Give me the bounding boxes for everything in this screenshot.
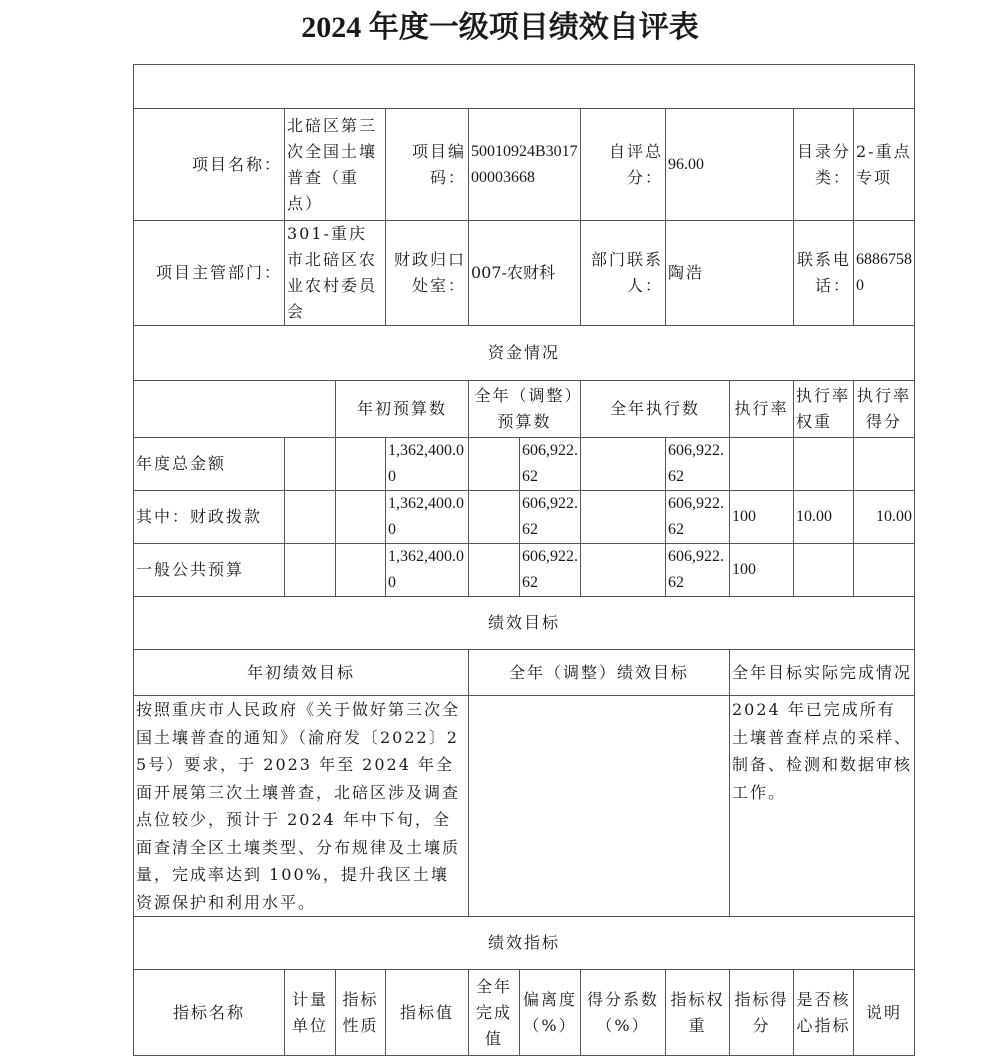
indicator-value-header: 指标值 xyxy=(386,970,469,1056)
indicator-weight-header: 指标权重 xyxy=(666,970,730,1056)
exec-rate-value: 100 xyxy=(730,491,794,544)
initial-budget-value: 1,362,400.00 xyxy=(386,544,469,597)
initial-budget-value: 1,362,400.00 xyxy=(386,438,469,491)
finance-office-label: 财政归口处室： xyxy=(386,221,469,326)
funds-row-label: 一般公共预算 xyxy=(134,544,285,597)
dept-label: 项目主管部门： xyxy=(134,221,285,326)
project-name-value: 北碚区第三次全国土壤普查（重点） xyxy=(285,109,386,221)
initial-goal-text: 按照重庆市人民政府《关于做好第三次全国土壤普查的通知》（渝府发〔2022〕25号）要求，于 2023 年至 2024 年全面开展第三次土壤普查，北碚区涉及调查点位较少，预计于 2024 年中下旬，全面查清全区土壤类型、分布规律及土壤质量，完成率达到 100%，提升我区土壤资源保护和利用水平。 xyxy=(134,696,469,917)
project-code-value: 50010924B301700003668 xyxy=(469,109,581,221)
indicators-section-title: 绩效指标 xyxy=(134,917,915,970)
funds-empty-cell xyxy=(285,491,336,544)
funds-empty-cell xyxy=(469,438,520,491)
exec-weight-header: 执行率权重 xyxy=(794,381,854,438)
initial-goal-header: 年初绩效目标 xyxy=(134,650,469,696)
adjusted-budget-value: 606,922.62 xyxy=(520,544,581,597)
exec-rate-value xyxy=(730,438,794,491)
actual-completion-text: 2024 年已完成所有土壤普查样点的采样、制备、检测和数据审核工作。 xyxy=(730,696,915,917)
nature-header: 指标性质 xyxy=(336,970,386,1056)
funds-empty-cell xyxy=(336,438,386,491)
dept-value: 301-重庆市北碚区农业农村委员会 xyxy=(285,221,386,326)
adjusted-goal-text xyxy=(469,696,730,917)
exec-score-value xyxy=(854,438,915,491)
funds-row-label: 其中：财政拨款 xyxy=(134,491,285,544)
phone-value: 68867580 xyxy=(854,221,915,326)
funds-header-blank xyxy=(134,381,336,438)
goals-section-title: 绩效目标 xyxy=(134,597,915,650)
catalog-value: 2-重点专项 xyxy=(854,109,915,221)
deviation-header: 偏离度（%） xyxy=(520,970,581,1056)
annual-value-header: 全年完成值 xyxy=(469,970,520,1056)
blank-cell xyxy=(134,65,915,109)
exec-score-value: 10.00 xyxy=(854,491,915,544)
contact-label: 部门联系人： xyxy=(581,221,666,326)
goals-header-row xyxy=(134,650,915,696)
funds-empty-cell xyxy=(336,491,386,544)
executed-header: 全年执行数 xyxy=(581,381,730,438)
exec-rate-value: 100 xyxy=(730,544,794,597)
exec-rate-header: 执行率 xyxy=(730,381,794,438)
project-name-label: 项目名称： xyxy=(134,109,285,221)
funds-empty-cell xyxy=(285,438,336,491)
adjusted-budget-value: 606,922.62 xyxy=(520,438,581,491)
funds-row xyxy=(134,544,915,597)
funds-empty-cell xyxy=(469,544,520,597)
goals-content-row xyxy=(134,696,915,917)
self-score-value: 96.00 xyxy=(666,109,794,221)
exec-weight-value xyxy=(794,438,854,491)
funds-section-title: 资金情况 xyxy=(134,326,915,381)
exec-score-value xyxy=(854,544,915,597)
catalog-label: 目录分类： xyxy=(794,109,854,221)
exec-weight-value xyxy=(794,544,854,597)
adjusted-goal-header: 全年（调整）绩效目标 xyxy=(469,650,730,696)
note-header: 说明 xyxy=(854,970,915,1056)
indicator-score-header: 指标得分 xyxy=(730,970,794,1056)
core-indicator-header: 是否核心指标 xyxy=(794,970,854,1056)
blank-header-row xyxy=(134,65,915,109)
funds-section-row xyxy=(134,326,915,381)
adjusted-budget-header: 全年（调整）预算数 xyxy=(469,381,581,438)
funds-row xyxy=(134,438,915,491)
coefficient-header: 得分系数（%） xyxy=(581,970,666,1056)
project-info-row xyxy=(134,109,915,221)
funds-row xyxy=(134,491,915,544)
executed-value: 606,922.62 xyxy=(666,491,730,544)
adjusted-budget-value: 606,922.62 xyxy=(520,491,581,544)
indicator-name-header: 指标名称 xyxy=(134,970,285,1056)
unit-header: 计量单位 xyxy=(285,970,336,1056)
exec-score-header: 执行率得分 xyxy=(854,381,915,438)
phone-label: 联系电话： xyxy=(794,221,854,326)
self-score-label: 自评总分： xyxy=(581,109,666,221)
finance-office-value: 007-农财科 xyxy=(469,221,581,326)
funds-header-row xyxy=(134,381,915,438)
indicators-header-row xyxy=(134,970,915,1056)
indicators-section-row xyxy=(134,917,915,970)
funds-row-label: 年度总金额 xyxy=(134,438,285,491)
funds-empty-cell xyxy=(285,544,336,597)
self-evaluation-table xyxy=(133,64,915,1056)
contact-value: 陶浩 xyxy=(666,221,794,326)
funds-empty-cell xyxy=(581,544,666,597)
executed-value: 606,922.62 xyxy=(666,544,730,597)
page-title: 2024 年度一级项目绩效自评表 xyxy=(301,11,699,44)
funds-empty-cell xyxy=(581,491,666,544)
project-code-label: 项目编码： xyxy=(386,109,469,221)
goals-section-row xyxy=(134,597,915,650)
executed-value: 606,922.62 xyxy=(666,438,730,491)
department-info-row xyxy=(134,221,915,326)
actual-completion-header: 全年目标实际完成情况 xyxy=(730,650,915,696)
funds-empty-cell xyxy=(336,544,386,597)
funds-empty-cell xyxy=(469,491,520,544)
funds-empty-cell xyxy=(581,438,666,491)
exec-weight-value: 10.00 xyxy=(794,491,854,544)
initial-budget-header: 年初预算数 xyxy=(336,381,469,438)
initial-budget-value: 1,362,400.00 xyxy=(386,491,469,544)
